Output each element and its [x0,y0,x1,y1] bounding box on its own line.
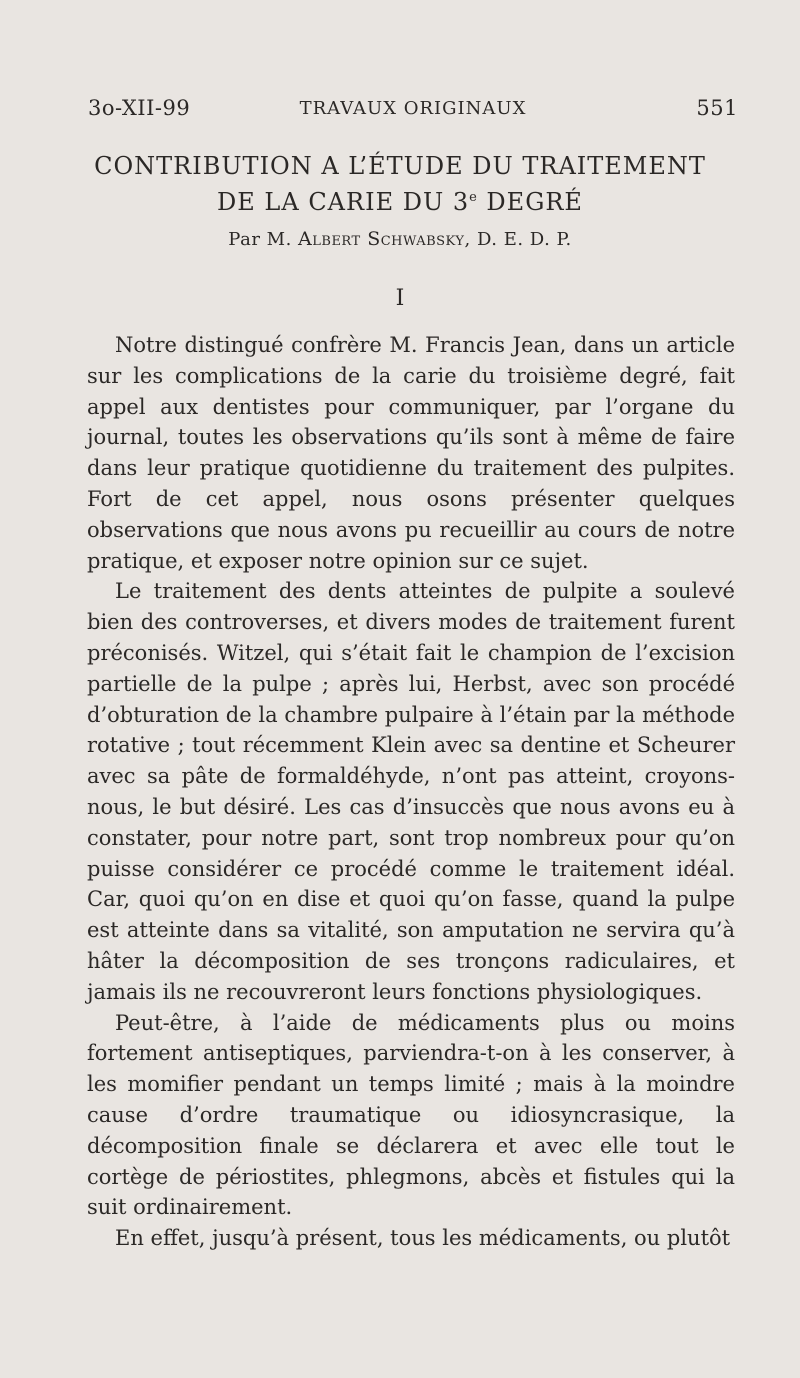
byline-prefix: Par M. [228,229,299,250]
paragraph-3: Peut-être, à l’aide de médicaments plus ou moins fortement antiseptiques, parviendra-t-on à les conserver, à les momifier pendant un temps limité ; mais à la moindre cause d’ordre traumatique ou idiosyncrasique, la décomposition finale se déclarera et avec elle tout le cortège de périostites, phlegmons, abcès et fistules qui la suit ordinairement. [87,1010,735,1220]
author-credentials: , D. E. D. P. [464,229,572,250]
section-heading: TRAVAUX ORIGINAUX [299,98,527,119]
issue-date: 3o-XII-99 [88,96,191,120]
article-body [87,330,735,1254]
article-title [60,150,740,218]
title-line-2-end: DEGRÉ [477,188,583,216]
paragraph-4: En effet, jusqu’à présent, tous les médicaments, ou plutôt [115,1226,731,1251]
author-byline [60,228,740,250]
title-line-1: CONTRIBUTION A L’ÉTUDE DU TRAITEMENT [94,152,706,180]
title-line-2-start: DE LA CARIE DU 3 [217,188,470,216]
page-number: 551 [696,96,738,120]
title-superscript: e [469,190,478,205]
paragraph-2: Le traitement des dents atteintes de pulpite a soulevé bien des controverses, et divers modes de traitement furent préconisés. Witzel, qui s’était fait le champion de l’excision partielle de la pulpe ; après lui, Herbst, avec son procédé d’obturation de la chambre pulpaire à l’étain par la méthode rotative ; tout récemment Klein avec sa dentine et Scheurer avec sa pâte de formaldéhyde, n’ont pas atteint, croyons-nous, le but désiré. Les cas d’insuccès que nous avons eu à constater, pour notre part, sont trop nombreux pour qu’on puisse considérer ce procédé comme le traitement idéal. Car, quoi qu’on en dise et quoi qu’on fasse, quand la pulpe est atteinte dans sa vitalité, son amputation ne servira qu’à hâter la décomposition de ses tronçons radiculaires, et jamais ils ne recouvreront leurs fonctions physiologiques. [87,579,735,1004]
author-name: Albert Schwabsky [298,228,465,250]
running-head [88,96,738,126]
section-number: I [395,286,405,311]
paragraph-1: Notre distingué confrère M. Francis Jean, dans un article sur les complications de la carie du troisième degré, fait appel aux dentistes pour communiquer, par l’organe du journal, toutes les observations qu’ils sont à même de faire dans leur pratique quotidienne du traitement des pulpites. Fort de cet appel, nous osons présenter quelques observations que nous avons pu recueillir au cours de notre pratique, et exposer notre opinion sur ce sujet. [87,333,735,573]
